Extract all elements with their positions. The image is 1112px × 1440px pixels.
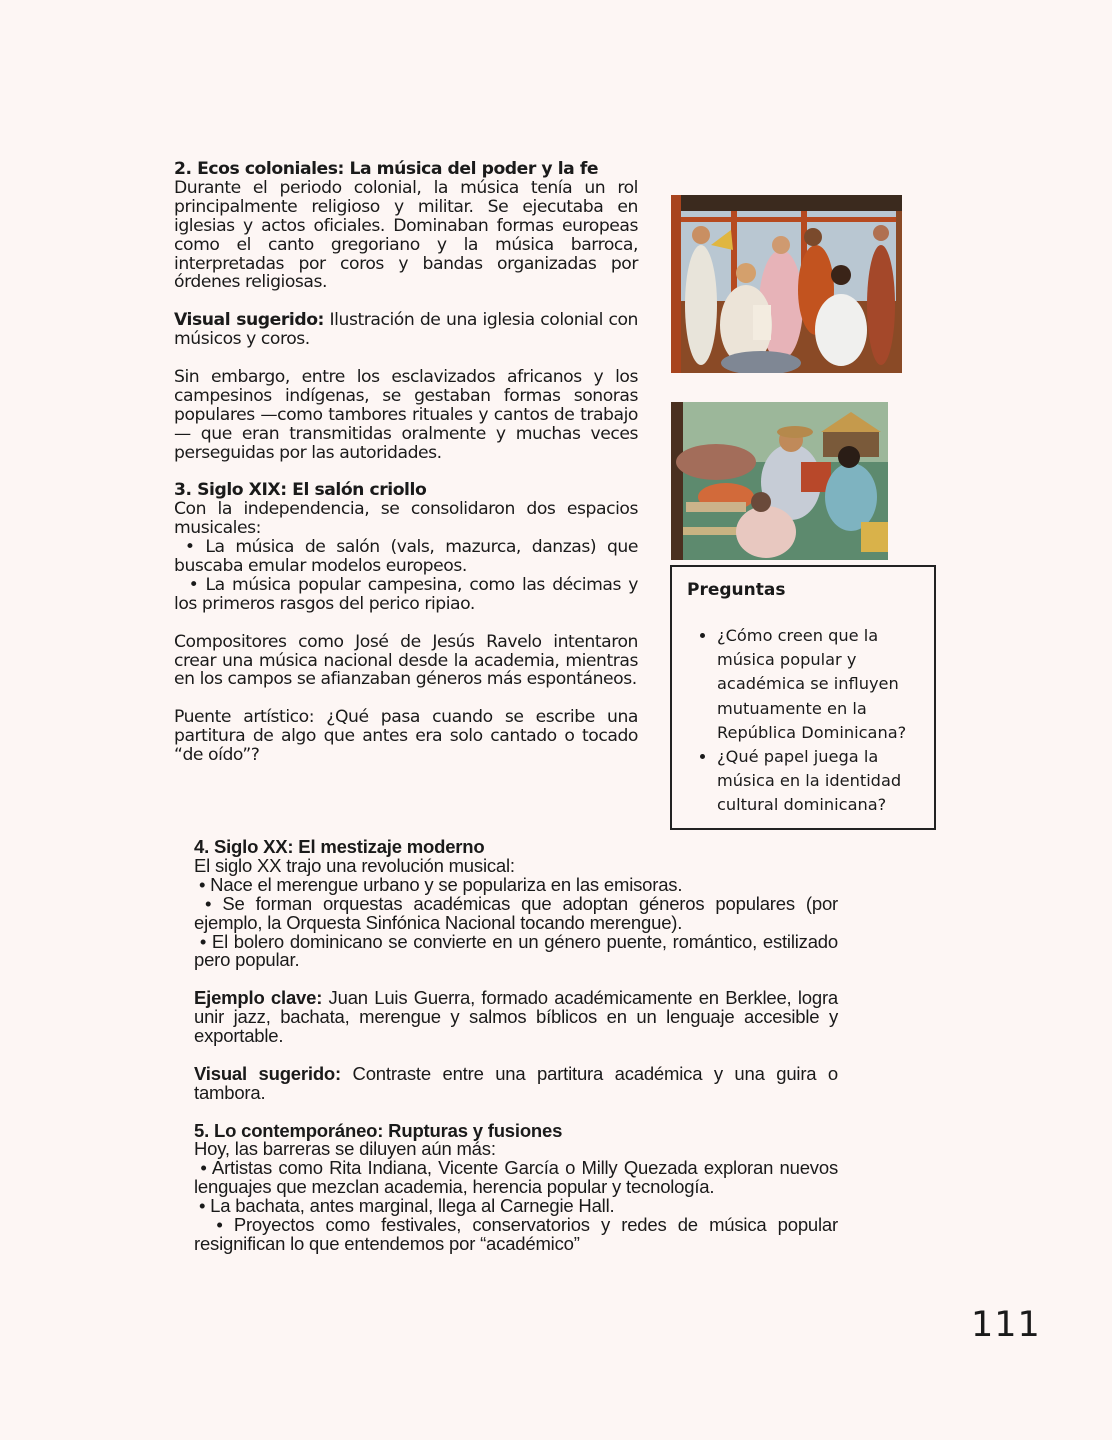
painting-rural-fiesta: [671, 402, 888, 560]
section-2-heading: 2. Ecos coloniales: La música del poder y la fe: [174, 159, 599, 179]
section-3-bullet: • La música de salón (vals, mazurca, danzas) que buscaba emular modelos europeos.: [174, 537, 644, 576]
section-3-bullet: • La música popular campesina, como las décimas y los primeros rasgos del perico ripiao.: [174, 574, 644, 614]
section-2-body2: Sin embargo, entre los esclavizados africanos y los campesinos indígenas, se gestaban formas sonoras populares —como tambores rituales y cantos de trabajo— que eran transmitidas oralmente y muchas veces perseguidas por las autoridades.: [174, 366, 638, 463]
section-4-heading: 4. Siglo XX: El mestizaje moderno: [194, 836, 485, 857]
questions-list: [687, 624, 919, 818]
section-2-body: Durante el periodo colonial, la música tenía un rol principalmente religioso y militar. Se ejecutaba en iglesias y actos oficiales. Dominaban formas europeas como el canto gregoriano y la música barroca, interpretadas por coros y bandas organizadas por órdenes religiosas.: [174, 177, 638, 293]
visual-label: Visual sugerido:: [174, 310, 324, 331]
example-label: Ejemplo clave:: [194, 987, 323, 1009]
section-3-heading: 3. Siglo XIX: El salón criollo: [174, 480, 427, 501]
section-5-intro: Hoy, las barreras se diluyen aún más:: [194, 1138, 496, 1160]
section-5-bullet: • La bachata, antes marginal, llega al Carnegie Hall.: [194, 1195, 615, 1217]
question-item: • ¿Qué papel juega la música en la identidad cultural dominicana?: [717, 745, 919, 818]
section-4-bullet: • El bolero dominicano se convierte en un género puente, romántico, estilizado pero popular.: [194, 930, 843, 971]
page-number: 111: [971, 1305, 1041, 1345]
section-3-bridge: Puente artístico: ¿Qué pasa cuando se escribe una partitura de algo que antes era solo cantado o tocado “de oído”?: [174, 707, 638, 766]
section-3-body: Compositores como José de Jesús Ravelo intentaron crear una música nacional desde la academia, mientras en los campos se afianzaban géneros más espontáneos.: [174, 631, 638, 690]
lower-column: [194, 836, 843, 1254]
section-3-intro: Con la independencia, se consolidaron dos espacios musicales:: [174, 499, 638, 539]
visual-label: Visual sugerido:: [194, 1062, 341, 1084]
section-5-bullet: • Proyectos como festivales, conservatorios y redes de música popular resignifican lo que entendemos por “académico”: [194, 1214, 843, 1254]
section-4-intro: El siglo XX trajo una revolución musical:: [194, 854, 515, 876]
section-2-visual: [174, 311, 638, 349]
section-5-heading: 5. Lo contemporáneo: Rupturas y fusiones: [194, 1119, 563, 1141]
questions-box: [670, 565, 936, 830]
visual-text: Ilustración de una iglesia colonial con músicos y coros.: [174, 310, 638, 350]
visual-text: Contraste entre una partitura académica y una guira o tambora.: [194, 1062, 839, 1103]
example-text: Juan Luis Guerra, formado académicamente en Berklee, logra unir jazz, bachata, merengue y salmos bíblicos en un lenguaje accesible y exportable.: [194, 987, 838, 1047]
questions-title: Preguntas: [687, 580, 786, 600]
section-4-bullet: • Se forman orquestas académicas que adoptan géneros populares (por ejemplo, la Orquesta Sinfónica Nacional tocando merengue).: [194, 892, 843, 933]
section-4-bullet: • Nace el merengue urbano y se populariza en las emisoras.: [194, 873, 683, 895]
left-column: [174, 159, 644, 766]
question-item: • ¿Cómo creen que la música popular y académica se influyen mutuamente en la República Dominicana?: [717, 624, 919, 745]
section-5-bullet: • Artistas como Rita Indiana, Vicente García o Milly Quezada exploran nuevos lenguajes que mezclan academia, herencia popular y tecnología.: [194, 1157, 843, 1198]
section-4-visual: [194, 1062, 839, 1103]
section-4-example: [194, 989, 838, 1046]
painting-merengue-dance: [671, 195, 902, 373]
